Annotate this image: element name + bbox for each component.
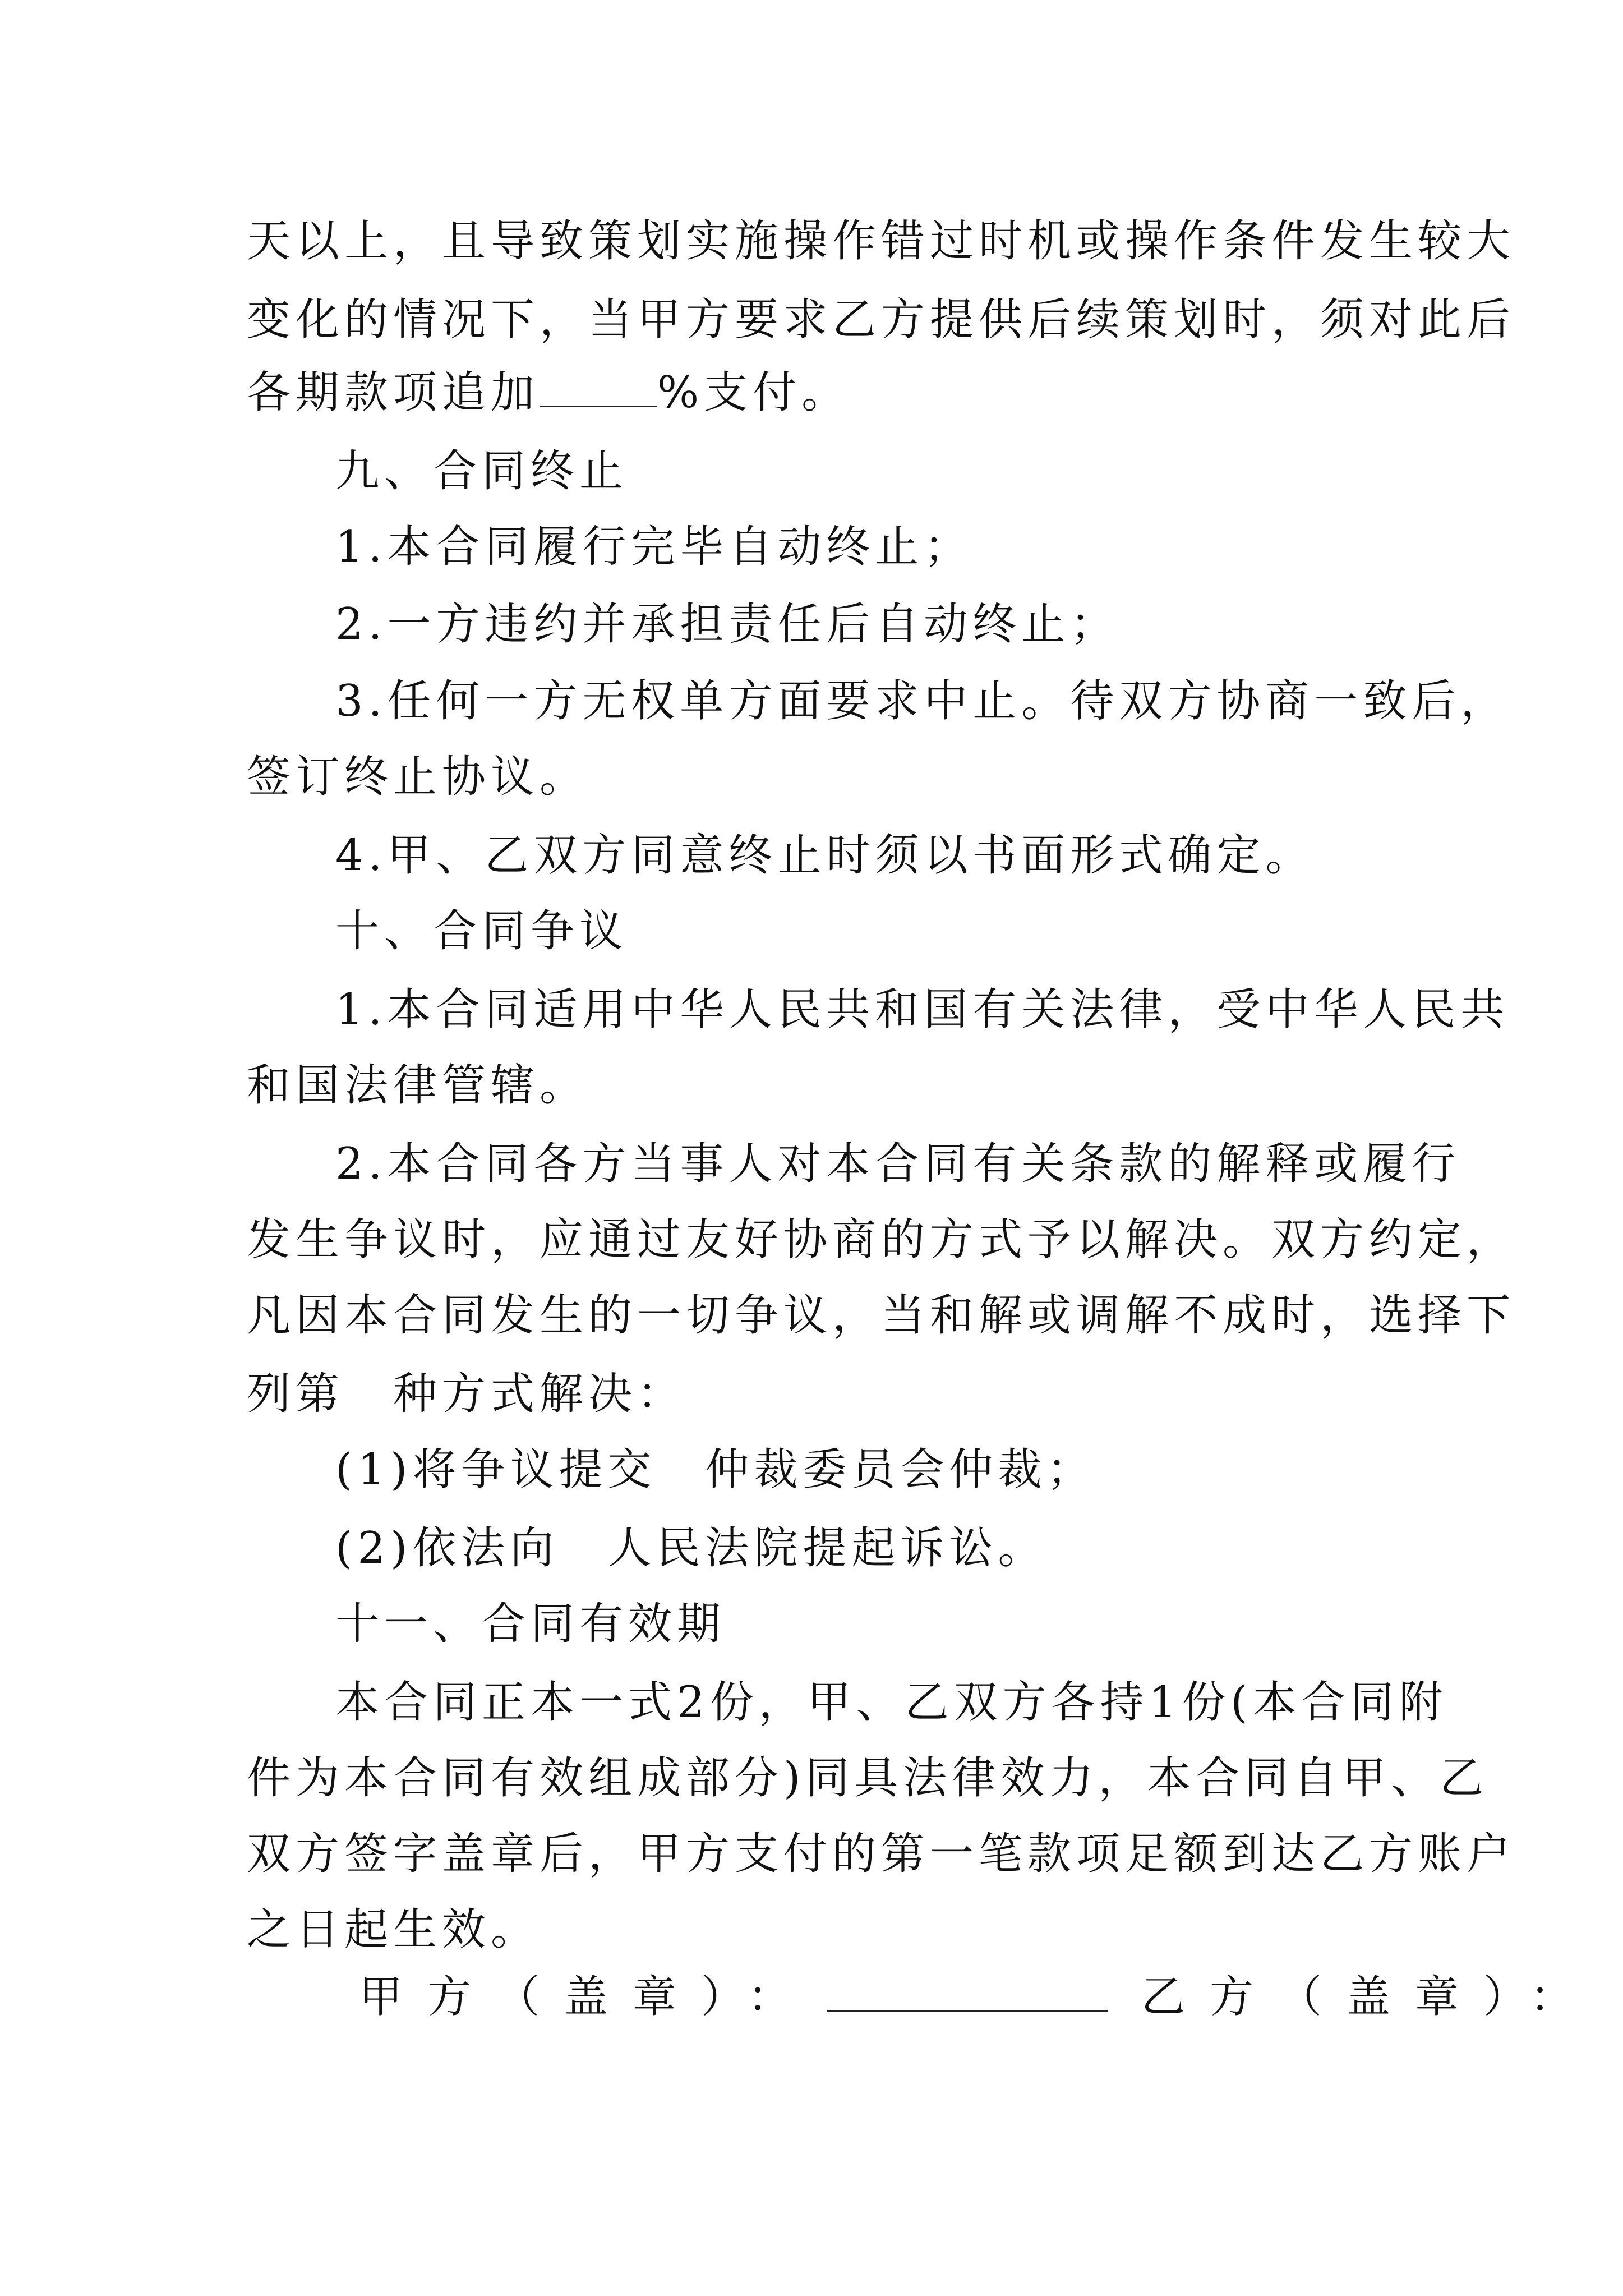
text-line: 件为本合同有效组成部分)同具法律效力，本合同自甲、乙 [247, 1753, 1489, 1803]
party-a-signature-line [827, 1971, 1108, 2012]
text-line: 3.任何一方无权单方面要求中止。待双方协商一致后， [335, 676, 1510, 726]
text-line: 4.甲、乙双方同意终止时须以书面形式确定。 [335, 830, 1315, 881]
text-line: 签订终止协议。 [247, 752, 589, 802]
party-b-seal-label: 乙方（盖章）： [1141, 1972, 1599, 2022]
signature-row [359, 1969, 1598, 2025]
text-line: 之日起生效。 [247, 1904, 540, 1955]
text-line: 1.本合同适用中华人民共和国有关法律，受中华人民共 [335, 984, 1510, 1035]
text-line: 天以上，且导致策划实施操作错过时机或操作条件发生较大 [247, 216, 1516, 266]
text-line: 2.本合同各方当事人对本合同有关条款的解释或履行 [335, 1139, 1461, 1189]
text-line: 凡因本合同发生的一切争议，当和解或调解不成时，选择下 [247, 1290, 1516, 1341]
text-line: 和国法律管辖。 [247, 1060, 589, 1111]
section-heading: 十一、合同有效期 [335, 1599, 726, 1649]
section-heading: 十、合同争议 [335, 906, 629, 956]
text-line: 发生争议时，应通过友好协商的方式予以解决。双方约定， [247, 1214, 1516, 1265]
text-line: 2.一方违约并承担责任后自动终止； [335, 599, 1119, 650]
text-line: (1)将争议提交 仲裁委员会仲裁； [335, 1444, 1096, 1495]
text-line [247, 365, 850, 421]
text-line: 列第 种方式解决： [247, 1369, 686, 1419]
party-a-seal-label: 甲方（盖章）： [359, 1972, 817, 2022]
text-line: 本合同正本一式2份，甲、乙双方各持1份(本合同附 [335, 1677, 1448, 1728]
fill-in-blank [540, 366, 657, 407]
text-segment: 各期款项追加 [247, 367, 540, 418]
text-line: 双方签字盖章后，甲方支付的第一笔款项足额到达乙方账户 [247, 1829, 1516, 1879]
text-line: (2)依法向 人民法院提起诉讼。 [335, 1523, 1047, 1573]
text-line: 变化的情况下，当甲方要求乙方提供后续策划时，须对此后 [247, 295, 1516, 345]
text-segment: %支付。 [657, 367, 851, 418]
section-heading: 九、合同终止 [335, 446, 629, 496]
text-line: 1.本合同履行完毕自动终止； [335, 522, 973, 572]
